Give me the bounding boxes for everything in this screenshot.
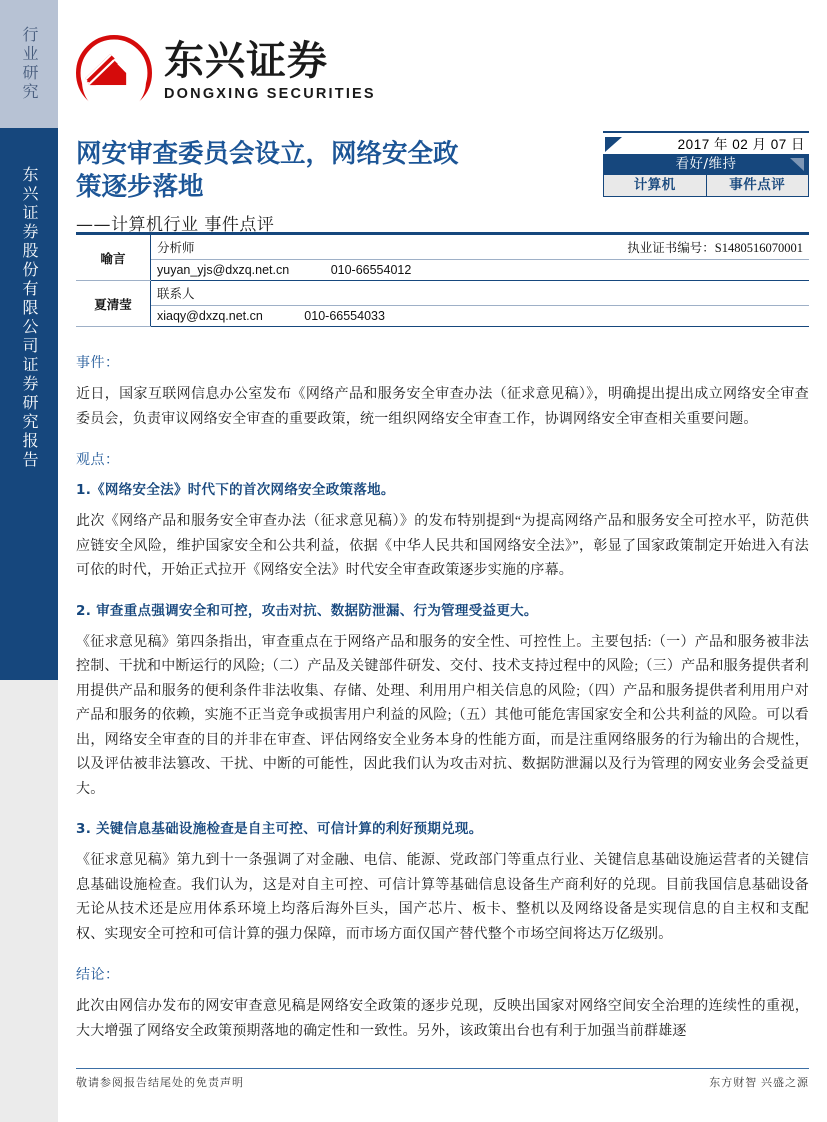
sidebar-bottom-band	[0, 680, 58, 1122]
triangle-accent-icon	[790, 158, 804, 171]
report-date-row	[603, 131, 809, 154]
report-date: 2017 年 02 月 07 日	[677, 137, 805, 152]
analyst-contact-1	[151, 260, 810, 281]
analyst-cert-1: 执业证书编号：S1480516070001	[289, 234, 809, 260]
viewpoint-paragraph-3: 《征求意见稿》第九到十一条强调了对金融、电信、能源、党政部门等重点行业、关键信息基础设施运营者的关键信息基础设施检查。我们认为，这是对自主可控、可信计算等基础信息设备生产商利好的兑现。目前我国信息基础设备无论从技术还是应用体系环境上均落后海外巨头，国产芯片、板卡、整机以及网络设备是实现信息的自主权和支配权、实现安全可控和可信计算的强力保障，而市场方面仅国产替代整个市场空间将达万亿级别。	[76, 853, 809, 942]
footer-disclaimer: 敬请参阅报告结尾处的免责声明	[76, 1077, 244, 1089]
title-line-2: 策逐步落地	[76, 172, 204, 202]
event-section-label: 事件：	[76, 355, 120, 371]
logo-wordmark	[164, 39, 376, 102]
analyst-cert-2	[289, 281, 809, 306]
analyst-phone-2: 010-66554033	[304, 309, 385, 323]
analyst-contact-2	[151, 306, 810, 327]
table-row	[76, 234, 809, 260]
analyst-name-1: 喻言	[76, 234, 151, 281]
table-row	[76, 306, 809, 327]
company-logo	[76, 33, 376, 121]
footer-slogan: 东方财智 兴盛之源	[709, 1077, 809, 1089]
conclusion-paragraph: 此次由网信办发布的网安审查意见稿是网络安全政策的逐步兑现，反映出国家对网络空间安全治理的连续性的重视，大大增强了网络安全政策预期落地的确定性和一致性。另外，该政策出台也有利于加强当前群雄逐	[76, 999, 809, 1039]
analyst-phone-1: 010-66554012	[330, 263, 412, 277]
viewpoint-paragraph-2: 《征求意见稿》第四条指出，审查重点在于网络产品和服务的安全性、可控性上。主要包括:（一）产品和服务被非法控制、干扰和中断运行的风险;（二）产品及关键部件研发、交付、技术支持过程中的风险;（三）产品和服务提供者利用提供产品和服务的便利条件非法收集、存储、处理、利用用户相关信息的风险;（四）产品和服务提供者利用用户对产品和服务的依赖，实施不正当竞争或损害用户利益的风险;（五）其他可能危害国家安全和公共利益的风险。可以看出，网络安全审查的目的并非在审查、评估网络安全业务本身的性能方面，而是注重网络服务的行为输出的合规性，以及评估被非法篡改、干扰、中断的可能性，因此我们认为攻击对抗、数据防泄漏以及行为管理的网安业务会受益更大。	[76, 634, 809, 797]
sidebar-brand-label: 东兴证券股份有限公司证券研究报告	[20, 166, 39, 470]
analyst-email-1[interactable]: yuyan_yjs@dxzq.net.cn	[157, 263, 290, 277]
analyst-role-1: 分析师	[151, 234, 290, 260]
sidebar-top-band	[0, 0, 58, 128]
page-title	[76, 138, 576, 204]
sidebar-category-label: 行业研究	[20, 26, 39, 102]
report-subtitle: ——计算机行业 事件点评	[76, 215, 275, 235]
viewpoint-paragraph-1: 此次《网络产品和服务安全审查办法（征求意见稿）》的发布特别提到“为提高网络产品和服务安全可控水平，防范供应链安全风险，维护国家安全和公共利益，依据《中华人民共和国网络安全法》”，彰显了国家政策制定开始进入有法可依的时代，开始正式拉开《网络安全法》时代安全审查政策逐步实施的序幕。	[76, 514, 809, 578]
viewpoint-section-label: 观点：	[76, 452, 120, 468]
page-footer	[76, 1068, 809, 1090]
report-title-block	[76, 138, 576, 235]
conclusion-section-label: 结论：	[76, 967, 120, 983]
triangle-marker-icon	[605, 137, 622, 152]
analyst-role-2: 联系人	[151, 281, 290, 306]
report-meta-box	[603, 131, 809, 197]
analyst-name-2: 夏清莹	[76, 281, 151, 327]
title-line-1: 网安审查委员会设立，网络安全政	[76, 139, 459, 169]
analyst-email-2[interactable]: xiaqy@dxzq.net.cn	[157, 309, 263, 323]
sidebar-brand-band	[0, 128, 58, 680]
table-row	[76, 281, 809, 306]
rating-label: 看好/维持	[675, 156, 737, 172]
report-content	[76, 352, 809, 1057]
dongxing-logo-icon	[76, 35, 152, 111]
viewpoint-heading-2: 2. 审查重点强调安全和可控，攻击对抗、数据防泄漏、行为管理受益更大。	[76, 602, 538, 619]
left-sidebar	[0, 0, 58, 1122]
rating-badge	[603, 154, 809, 175]
page-body	[58, 0, 827, 1122]
event-paragraph: 近日，国家互联网信息办公室发布《网络产品和服务安全审查办法（征求意见稿）》，明确提出提出成立网络安全审查委员会，负责审议网络安全审查的重要政策，统一组织网络安全审查工作，协调网络安全审查相关重要问题。	[76, 387, 809, 427]
viewpoint-heading-3: 3. 关键信息基础设施检查是自主可控、可信计算的利好预期兑现。	[76, 821, 483, 837]
industry-tag: 计算机	[604, 175, 707, 196]
meta-tags-row	[603, 175, 809, 197]
table-row	[76, 260, 809, 281]
analyst-table	[76, 232, 809, 327]
report-type-tag: 事件点评	[729, 177, 786, 193]
viewpoint-heading-1: 1.《网络安全法》时代下的首次网络安全政策落地。	[76, 482, 395, 498]
logo-company-cn: 东兴证券	[164, 38, 328, 84]
logo-company-en: DONGXING SECURITIES	[164, 86, 376, 102]
